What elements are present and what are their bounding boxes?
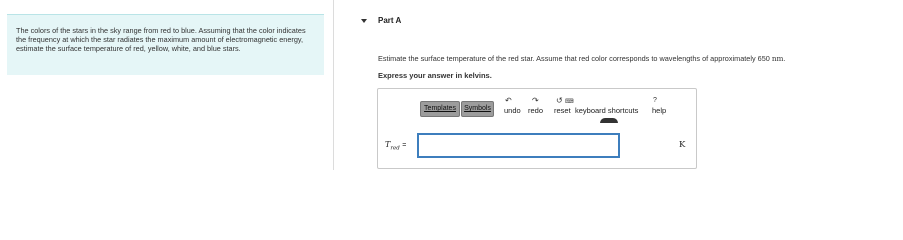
symbols-button[interactable]: Symbols [461, 101, 494, 117]
variable-symbol: T [385, 140, 391, 149]
answer-instruction: Express your answer in kelvins. [378, 71, 492, 80]
answer-variable-label [385, 140, 406, 152]
reset-icon[interactable]: ↺ [556, 96, 563, 105]
reset-button[interactable]: reset [554, 106, 571, 115]
help-button[interactable]: help [652, 106, 667, 115]
undo-icon[interactable]: ↶ [505, 96, 512, 105]
keyboard-shortcuts-button[interactable]: keyboard shortcuts [575, 106, 639, 115]
math-toolbar [420, 97, 690, 123]
question-text [378, 54, 786, 63]
help-icon[interactable]: ? [653, 97, 657, 104]
question-body: Estimate the surface temperature of the red star. Assume that red color corresponds to wavelengths of approximately 650 [378, 54, 772, 63]
redo-icon[interactable]: ↷ [532, 96, 539, 105]
column-divider [333, 0, 334, 170]
keyboard-icon[interactable]: ⌨ [565, 99, 574, 105]
answer-input[interactable] [417, 133, 620, 158]
tooltip-shape [600, 118, 618, 123]
templates-button[interactable]: Templates [420, 101, 460, 117]
undo-button[interactable]: undo [504, 106, 521, 115]
variable-subscript: red [390, 145, 400, 152]
question-unit: nm [771, 54, 784, 63]
answer-units: K [679, 140, 686, 150]
problem-intro-box [7, 14, 324, 75]
collapse-caret-icon[interactable] [361, 19, 367, 23]
question-end: . [783, 54, 786, 63]
part-title: Part A [378, 16, 402, 25]
problem-intro-text: The colors of the stars in the sky range from red to blue. Assuming that the color indicates the frequency at which the star radiates the maximum amount of electromagnetic energy, estimate the surface temperature of red, yellow, white, and blue stars. [16, 26, 306, 54]
redo-button[interactable]: redo [528, 106, 544, 115]
equals-sign: = [402, 142, 407, 149]
